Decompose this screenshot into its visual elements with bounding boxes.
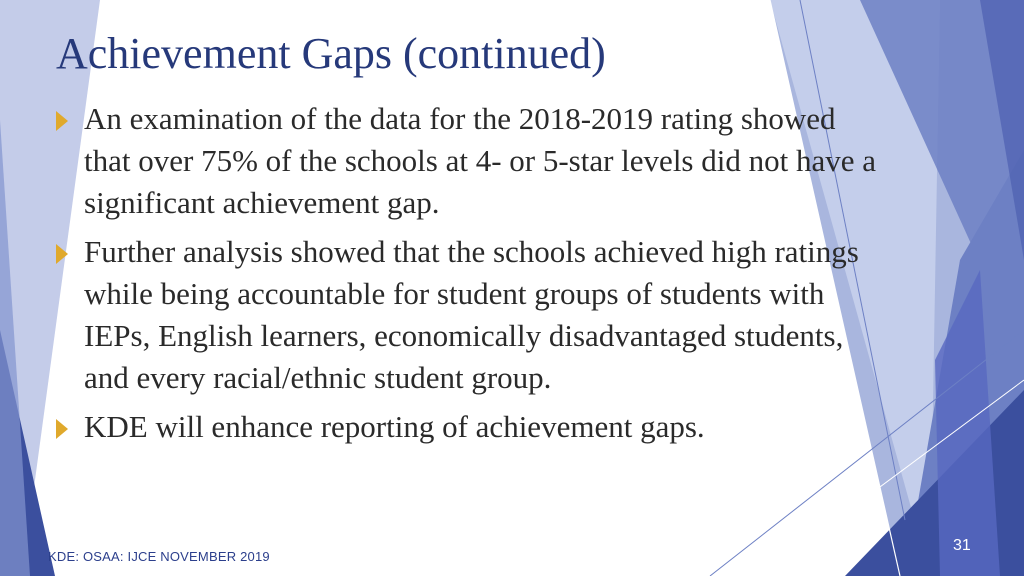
bullet-text: KDE will enhance reporting of achievement gaps.	[84, 409, 705, 444]
bullet-item	[56, 231, 876, 399]
bullet-text: An examination of the data for the 2018-2019 rating showed that over 75% of the schools at 4- or 5-star levels did not have a significant achievement gap.	[84, 101, 876, 220]
bullet-item	[56, 98, 876, 224]
bullet-item	[56, 406, 876, 448]
slide-footer: KDE: OSAA: IJCE NOVEMBER 2019	[48, 549, 270, 564]
bullet-arrow-icon	[56, 244, 68, 264]
page-number: 31	[953, 537, 971, 554]
bullet-arrow-icon	[56, 111, 68, 131]
bullet-arrow-icon	[56, 419, 68, 439]
slide-title: Achievement Gaps (continued)	[56, 29, 606, 78]
bullet-list	[56, 98, 876, 455]
bullet-text: Further analysis showed that the schools achieved high ratings while being accountable for student groups of students with IEPs, English learners, economically disadvantaged students, and every racial/ethnic student group.	[84, 234, 859, 395]
